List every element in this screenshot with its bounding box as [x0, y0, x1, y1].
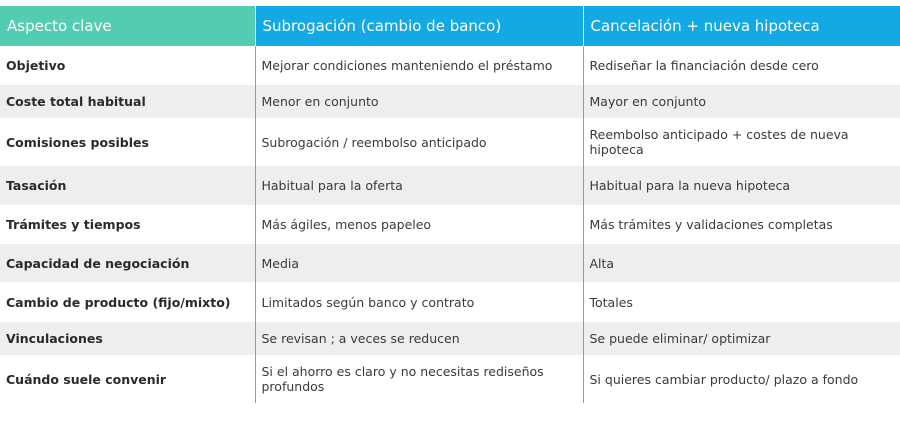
row-label: Cuándo suele convenir [0, 355, 255, 403]
table-header-row [0, 6, 900, 46]
table-row [0, 118, 900, 166]
table-row [0, 244, 900, 282]
cancellation-cell: Reembolso anticipado + costes de nueva hipoteca [583, 118, 900, 166]
subrogation-cell: Si el ahorro es claro y no necesitas rediseños profundos [255, 355, 583, 403]
subrogation-cell: Menor en conjunto [255, 85, 583, 118]
table-row [0, 322, 900, 355]
comparison-table [0, 6, 900, 403]
cancellation-cell: Habitual para la nueva hipoteca [583, 166, 900, 205]
table-row [0, 85, 900, 118]
table-row [0, 355, 900, 403]
row-label: Tasación [0, 166, 255, 205]
cancellation-cell: Rediseñar la financiación desde cero [583, 46, 900, 85]
row-label: Cambio de producto (fijo/mixto) [0, 282, 255, 322]
row-label: Comisiones posibles [0, 118, 255, 166]
subrogation-cell: Más ágiles, menos papeleo [255, 205, 583, 244]
subrogation-cell: Habitual para la oferta [255, 166, 583, 205]
cancellation-cell: Más trámites y validaciones completas [583, 205, 900, 244]
header-subrogation: Subrogación (cambio de banco) [255, 6, 583, 46]
subrogation-cell: Mejorar condiciones manteniendo el préstamo [255, 46, 583, 85]
cancellation-cell: Alta [583, 244, 900, 282]
table-row [0, 205, 900, 244]
subrogation-cell: Se revisan ; a veces se reducen [255, 322, 583, 355]
subrogation-cell: Media [255, 244, 583, 282]
cancellation-cell: Totales [583, 282, 900, 322]
table-row [0, 46, 900, 85]
row-label: Trámites y tiempos [0, 205, 255, 244]
row-label: Capacidad de negociación [0, 244, 255, 282]
cancellation-cell: Mayor en conjunto [583, 85, 900, 118]
table-row [0, 282, 900, 322]
table-row [0, 166, 900, 205]
row-label: Coste total habitual [0, 85, 255, 118]
header-aspect: Aspecto clave [0, 6, 255, 46]
cancellation-cell: Si quieres cambiar producto/ plazo a fondo [583, 355, 900, 403]
row-label: Objetivo [0, 46, 255, 85]
header-cancellation: Cancelación + nueva hipoteca [583, 6, 900, 46]
subrogation-cell: Limitados según banco y contrato [255, 282, 583, 322]
row-label: Vinculaciones [0, 322, 255, 355]
subrogation-cell: Subrogación / reembolso anticipado [255, 118, 583, 166]
cancellation-cell: Se puede eliminar/ optimizar [583, 322, 900, 355]
